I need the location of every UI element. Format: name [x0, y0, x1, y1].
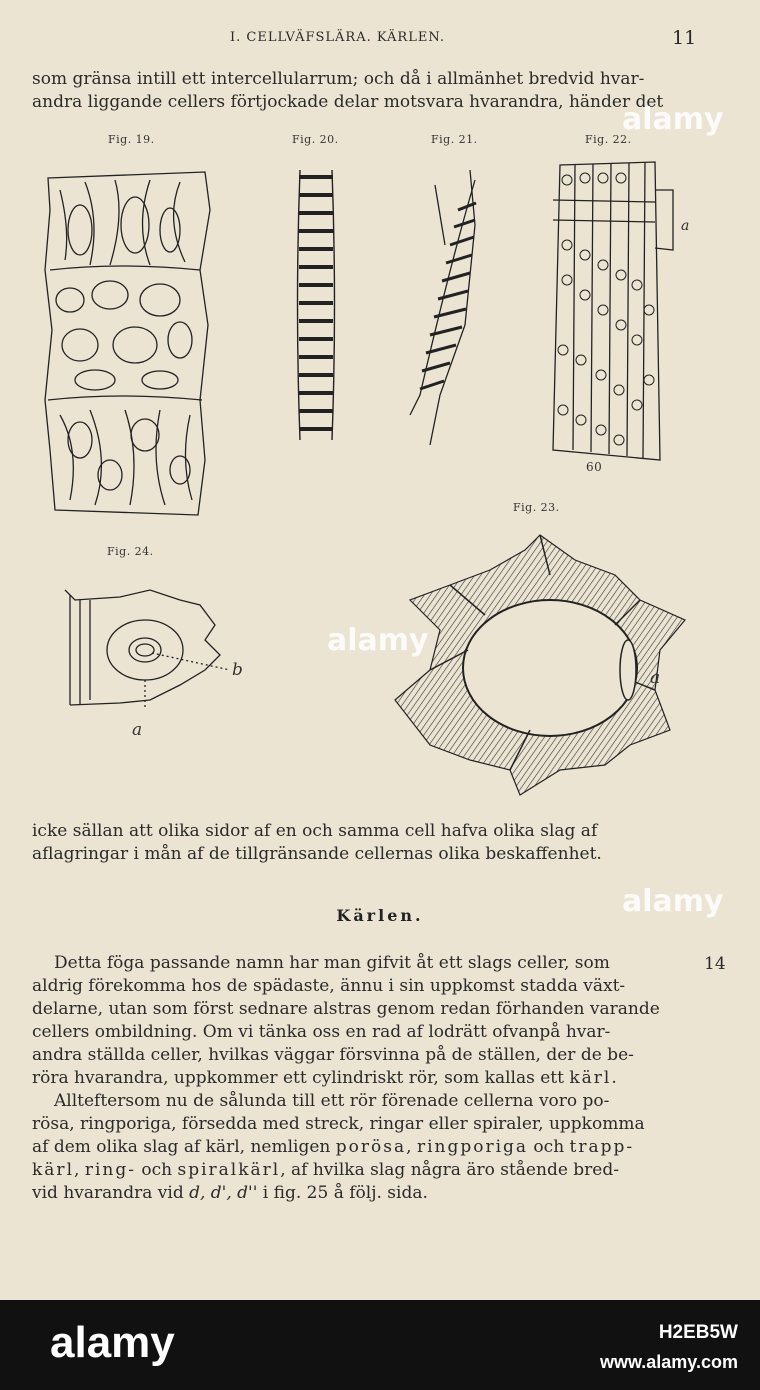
- watermark: alamy: [622, 884, 724, 919]
- text-line: som gränsa intill ett intercellularrum; och då i allmänhet bredvid hvar-: [32, 69, 645, 89]
- term-spiralkarl: spiralkärl: [177, 1160, 281, 1180]
- text-line: [32, 1136, 700, 1159]
- fig-20-illustration: [290, 165, 340, 445]
- text-line: [32, 1159, 700, 1182]
- fig-24-label-a: a: [132, 720, 143, 740]
- fig-23-illustration: [390, 530, 690, 800]
- term-trapp: trapp-: [569, 1137, 635, 1157]
- text-line: delarne, utan som först sednare alstras genom redan förhanden varande: [32, 999, 660, 1019]
- text-line: icke sällan att olika sidor af en och samma cell hafva olika slag af: [32, 821, 598, 841]
- text-run: af dem olika slag af kärl, nemligen: [32, 1137, 336, 1157]
- term-karl: kärl: [569, 1068, 612, 1088]
- fig-23-label: Fig. 23.: [513, 501, 560, 514]
- page-header: [0, 27, 760, 52]
- fig-24-label: Fig. 24.: [107, 545, 154, 558]
- fig-22-label: Fig. 22.: [585, 133, 632, 146]
- text-line: rösa, ringporiga, försedda med streck, ringar eller spiraler, uppkomma: [32, 1114, 645, 1134]
- text-run: , af hvilka slag några äro stående bred-: [280, 1160, 619, 1180]
- fig-23-label-a: a: [650, 668, 661, 688]
- term-karl: kärl: [32, 1160, 74, 1180]
- running-title: I. CELLVÄFSLÄRA. KÄRLEN.: [230, 30, 446, 45]
- fig-24-label-b: b: [232, 660, 244, 680]
- text-line: andra ställda celler, hvilkas väggar försvinna på de ställen, der de be-: [32, 1045, 634, 1065]
- page-number: 11: [672, 27, 697, 49]
- fig-21-illustration: [400, 165, 490, 450]
- text-line: [32, 1182, 700, 1205]
- footer-info: [600, 1322, 738, 1373]
- site-url[interactable]: www.alamy.com: [599, 1352, 738, 1372]
- text-line: Allteftersom nu de sålunda till ett rör förenade cellerna voro po-: [54, 1091, 610, 1111]
- text-run: .: [611, 1068, 617, 1088]
- term-porosa: porösa: [335, 1137, 407, 1157]
- fig-19-illustration: [40, 170, 215, 520]
- text-line: [32, 1067, 700, 1090]
- text-line: cellers ombildning. Om vi tänka oss en rad af lodrätt ofvanpå hvar-: [32, 1022, 611, 1042]
- fig-22-label-a: a: [681, 218, 690, 234]
- alamy-logo: alamy: [50, 1318, 175, 1367]
- body-paragraph-1: [32, 952, 700, 1090]
- figure-refs: d, d', d'': [189, 1183, 258, 1203]
- text-run: och: [528, 1137, 570, 1157]
- fig-20-label: Fig. 20.: [292, 133, 339, 146]
- text-run: ,: [406, 1137, 417, 1157]
- section-heading: Kärlen.: [336, 906, 424, 925]
- text-run: vid hvarandra vid: [32, 1183, 190, 1203]
- fig-19-label: Fig. 19.: [108, 133, 155, 146]
- stock-footer: [0, 1300, 760, 1390]
- image-id: H2EB5W: [658, 1322, 738, 1343]
- text-run: ,: [74, 1160, 85, 1180]
- fig-24-illustration: [60, 585, 240, 715]
- text-line: aflagringar i mån af de tillgränsande cellernas olika beskaffenhet.: [32, 844, 602, 864]
- middle-paragraph: [32, 820, 700, 866]
- top-paragraph: [32, 68, 700, 114]
- text-run: röra hvarandra, uppkommer ett cylindriskt rör, som kallas ett: [32, 1068, 570, 1088]
- text-line: aldrig förekomma hos de spädaste, ännu i sin uppkomst stadda växt-: [32, 976, 626, 996]
- margin-number: 14: [704, 954, 726, 974]
- text-line: andra liggande cellers förtjockade delar motsvara hvarandra, händer det: [32, 92, 664, 112]
- fig-22-illustration: [545, 160, 705, 480]
- body-paragraph-2: [32, 1090, 700, 1205]
- watermark: alamy: [327, 623, 429, 658]
- text-run: och: [135, 1160, 178, 1180]
- watermark: alamy: [622, 102, 724, 137]
- fig-22-label-60: 60: [586, 460, 603, 474]
- text-line: Detta föga passande namn har man gifvit åt ett slags celler, som: [54, 953, 610, 973]
- text-run: i fig. 25 å följ. sida.: [257, 1183, 428, 1203]
- term-ring: ring-: [84, 1160, 136, 1180]
- term-ringporiga: ringporiga: [416, 1137, 529, 1157]
- fig-21-label: Fig. 21.: [431, 133, 478, 146]
